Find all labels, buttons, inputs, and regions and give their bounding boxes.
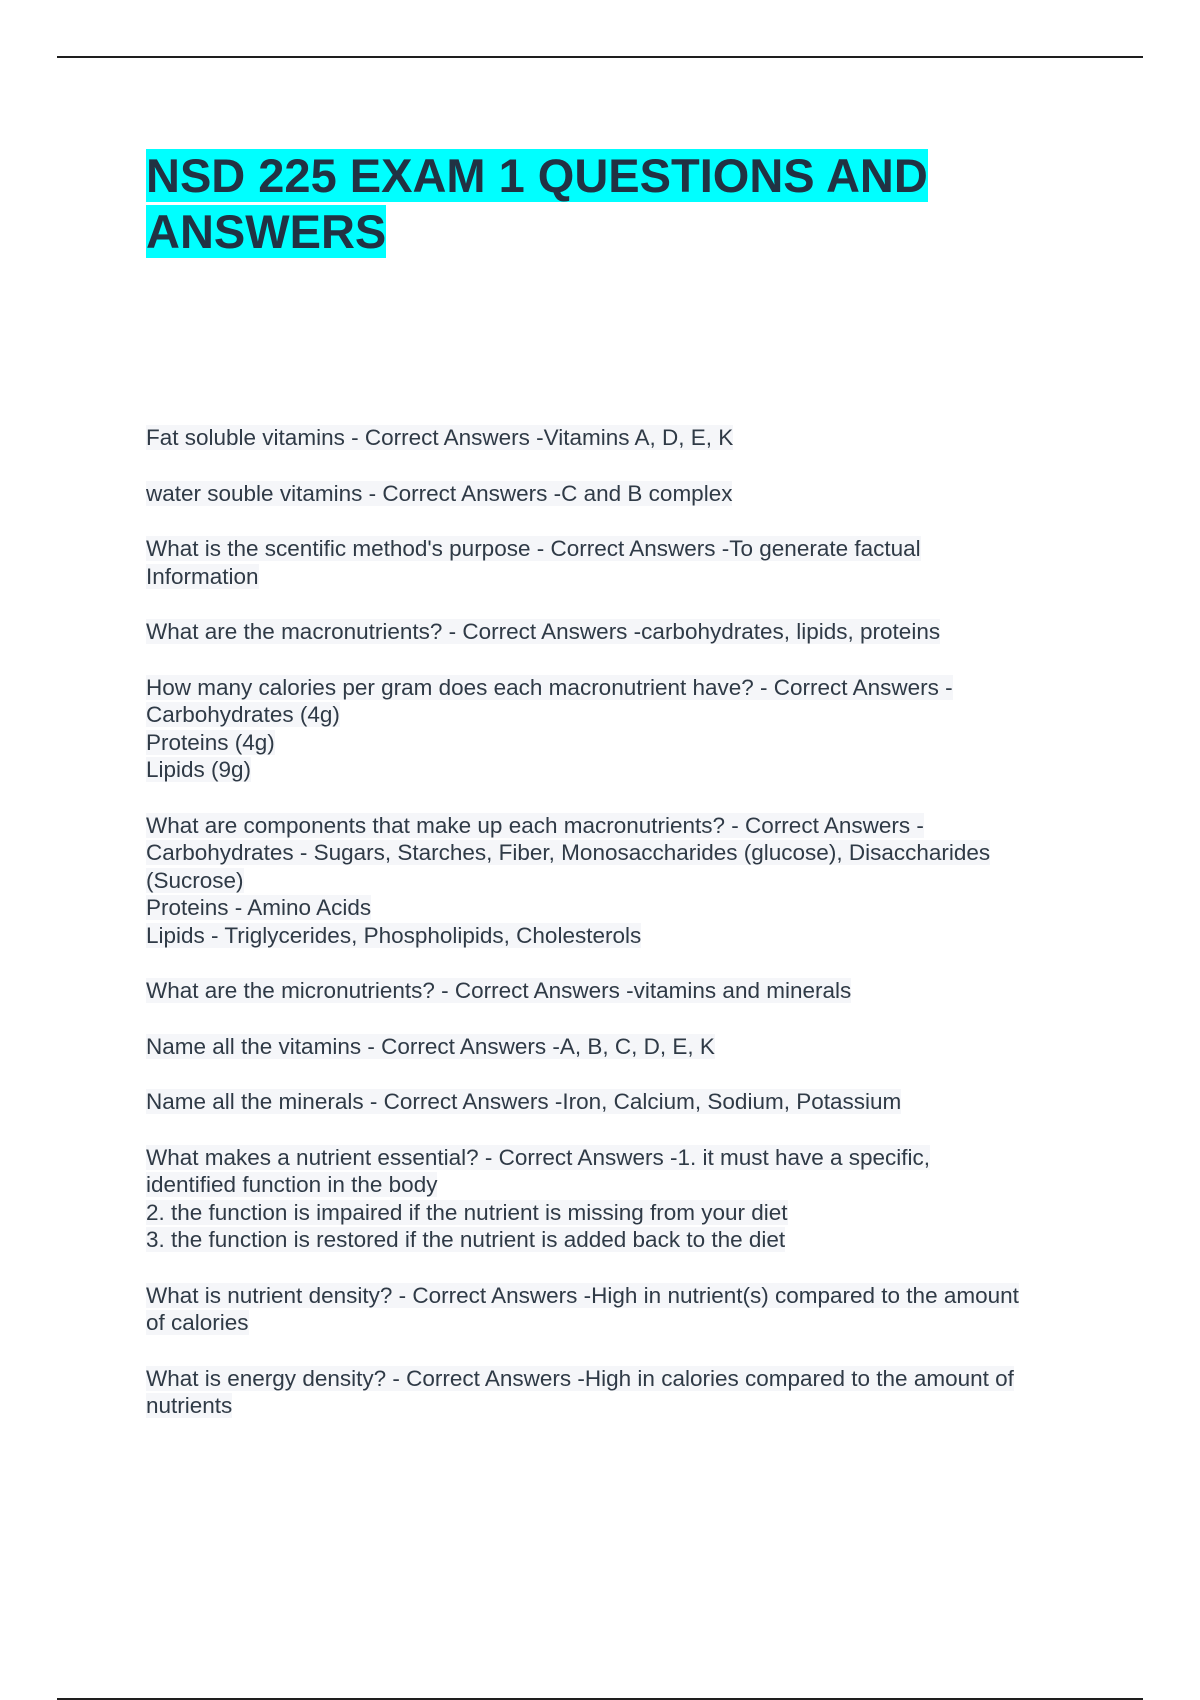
qa-line-text: What are the macronutrients? - Correct Answers -carbohydrates, lipids, proteins [146,619,941,644]
qa-line-text: What makes a nutrient essential? - Correct Answers -1. it must have a specific, [146,1144,931,1170]
top-rule [57,56,1143,58]
qa-item [146,674,1096,784]
qa-line-text: What is the scentific method's purpose - Correct Answers -To generate factual [146,536,921,561]
qa-item [146,618,1096,646]
qa-line [146,729,1096,757]
qa-list [146,424,1096,1448]
qa-line [146,1144,1096,1172]
qa-line [146,674,1096,702]
qa-line-text: Carbohydrates - Sugars, Starches, Fiber, Monosaccharides (glucose), Disaccharides [146,840,991,865]
qa-line-text: Fat soluble vitamins - Correct Answers -Vitamins A, D, E, K [146,425,734,450]
qa-line [146,756,1096,784]
qa-line [146,701,1096,729]
qa-item [146,424,1096,452]
title-highlight: NSD 225 EXAM 1 QUESTIONS AND ANSWERS [146,149,928,258]
qa-line-text: of calories [146,1310,249,1335]
qa-line [146,894,1096,922]
qa-line [146,1392,1096,1420]
qa-line-text: Name all the vitamins - Correct Answers -A, B, C, D, E, K [146,1033,715,1059]
qa-line-text: What are components that make up each macronutrients? - Correct Answers - [146,812,924,838]
qa-item [146,480,1096,508]
qa-line [146,1199,1096,1227]
qa-line-text: Name all the minerals - Correct Answers -Iron, Calcium, Sodium, Potassium [146,1089,902,1114]
qa-line-text: Information [146,563,259,589]
qa-line-text: identified function in the body [146,1172,438,1197]
qa-line-text: 2. the function is impaired if the nutrient is missing from your diet [146,1199,788,1225]
qa-item [146,535,1096,590]
qa-line [146,1033,1096,1061]
qa-line [146,1171,1096,1199]
qa-line [146,1226,1096,1254]
qa-line [146,424,1096,452]
qa-line [146,867,1096,895]
qa-line [146,480,1096,508]
qa-line [146,1088,1096,1116]
qa-item [146,1365,1096,1420]
qa-line-text: Proteins - Amino Acids [146,895,372,920]
qa-line-text: What is nutrient density? - Correct Answers -High in nutrient(s) compared to the amount [146,1282,1019,1308]
qa-line-text: (Sucrose) [146,867,244,893]
qa-line-text: How many calories per gram does each macronutrient have? - Correct Answers - [146,674,953,700]
qa-item [146,1144,1096,1254]
qa-line-text: water souble vitamins - Correct Answers -C and B complex [146,480,733,506]
qa-line [146,535,1096,563]
qa-line-text: Lipids (9g) [146,757,252,782]
qa-line [146,618,1096,646]
qa-item [146,1088,1096,1116]
qa-line-text: nutrients [146,1393,233,1418]
qa-line-text: What is energy density? - Correct Answers -High in calories compared to the amount of [146,1365,1014,1391]
qa-line [146,839,1096,867]
qa-item [146,812,1096,950]
qa-line [146,977,1096,1005]
qa-line [146,812,1096,840]
qa-line-text: Proteins (4g) [146,729,275,755]
qa-item [146,1282,1096,1337]
qa-line [146,563,1096,591]
qa-line-text: Lipids - Triglycerides, Phospholipids, Cholesterols [146,922,642,948]
qa-line-text: What are the micronutrients? - Correct Answers -vitamins and minerals [146,978,852,1003]
qa-line [146,1365,1096,1393]
qa-item [146,1033,1096,1061]
qa-line-text: Carbohydrates (4g) [146,702,340,727]
qa-line [146,1309,1096,1337]
qa-item [146,977,1096,1005]
qa-line [146,922,1096,950]
qa-line [146,1282,1096,1310]
document-title [146,148,1046,260]
qa-line-text: 3. the function is restored if the nutrient is added back to the diet [146,1227,786,1252]
